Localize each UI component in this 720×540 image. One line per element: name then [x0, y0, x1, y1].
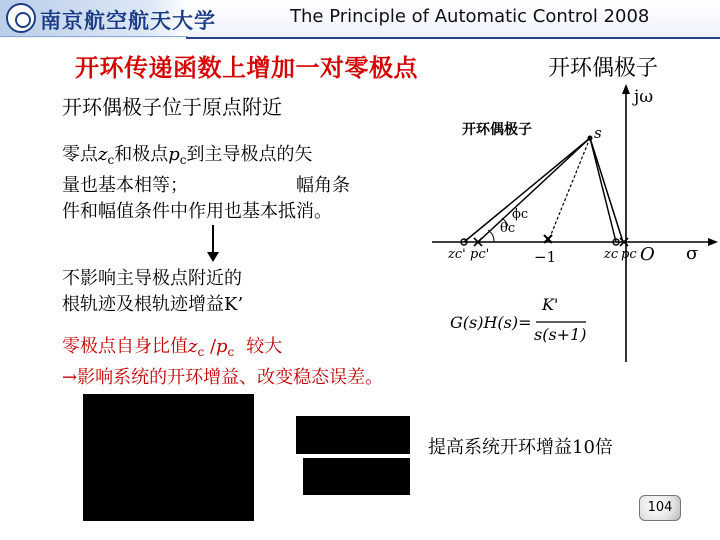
real-axis-label: σ: [686, 243, 699, 264]
root-locus-figure: [428, 82, 720, 382]
minus-one-label: −1: [534, 248, 557, 266]
subscript: c: [227, 345, 235, 359]
paragraph-line: 件和幅值条件中作用也基本抵消。: [62, 201, 332, 222]
text-span: 和极点: [114, 144, 169, 165]
origin-label: O: [640, 244, 655, 265]
section-heading: 开环偶极子位于原点附近: [62, 95, 282, 119]
slide-title: 开环传递函数上增加一对零极点: [75, 53, 418, 82]
zero-symbol: z: [188, 336, 198, 357]
paragraph-line: [62, 173, 350, 199]
text-span: 幅角条: [296, 175, 350, 196]
down-arrow-shaft: [212, 225, 214, 255]
transfer-function-denominator: s(s+1): [534, 325, 587, 344]
zc-left-label: zc': [448, 247, 466, 262]
text-span: 到主导极点的矢: [186, 144, 313, 165]
paragraph-ratio: [62, 334, 383, 391]
paragraph-line: [62, 142, 350, 173]
slide-title-suffix: 开环偶极子: [548, 56, 659, 81]
paragraph-effect: [62, 266, 243, 318]
phi-label: ϕc: [512, 207, 529, 222]
text-span: 量也基本相等；: [62, 175, 188, 196]
text-span: 零极点自身比值: [62, 336, 188, 357]
dominant-pole-label: s: [594, 124, 602, 142]
imaginary-axis-label: jω: [634, 87, 654, 107]
redacted-block-top: [296, 416, 410, 454]
pc-left-label: pc': [470, 247, 490, 262]
paragraph-line: [62, 365, 383, 391]
down-arrow-icon: [207, 252, 219, 262]
course-title: The Principle of Automatic Control 2008: [290, 6, 650, 27]
redacted-block-bottom: [303, 458, 410, 495]
gain-note: 提高系统开环增益10倍: [428, 437, 613, 458]
text-span: 零点: [62, 144, 98, 165]
text-span: 影响系统的开环增益、改变稳态误差。: [77, 367, 384, 388]
dipole-label: 开环偶极子: [462, 122, 532, 138]
subscript: c: [179, 153, 187, 167]
redacted-block-left: [83, 394, 254, 521]
paragraph-vectors: [62, 142, 350, 225]
zero-symbol: z: [98, 144, 108, 165]
pole-symbol: p: [216, 336, 228, 357]
zc-right-label: zc: [604, 247, 619, 262]
school-emblem-icon: [6, 3, 36, 33]
transfer-function-lhs: G(s)H(s)=: [450, 313, 532, 332]
text-span: 较大: [246, 336, 283, 357]
paragraph-line: 不影响主导极点附近的: [62, 268, 242, 289]
paragraph-line: [62, 334, 383, 365]
paragraph-line: 根轨迹及根轨迹增益K’: [62, 294, 244, 315]
page-number-button[interactable]: 104: [639, 495, 681, 521]
slash: /: [204, 336, 217, 357]
pc-right-label: pc: [621, 247, 637, 262]
header-divider: [186, 37, 720, 39]
school-name: 南京航空航天大学: [40, 8, 216, 33]
right-arrow-icon: →: [62, 367, 78, 388]
pole-symbol: p: [168, 144, 180, 165]
subscript: c: [107, 153, 115, 167]
subscript: c: [197, 345, 205, 359]
theta-label: θc: [500, 221, 516, 236]
transfer-function-numerator: K': [542, 295, 559, 314]
